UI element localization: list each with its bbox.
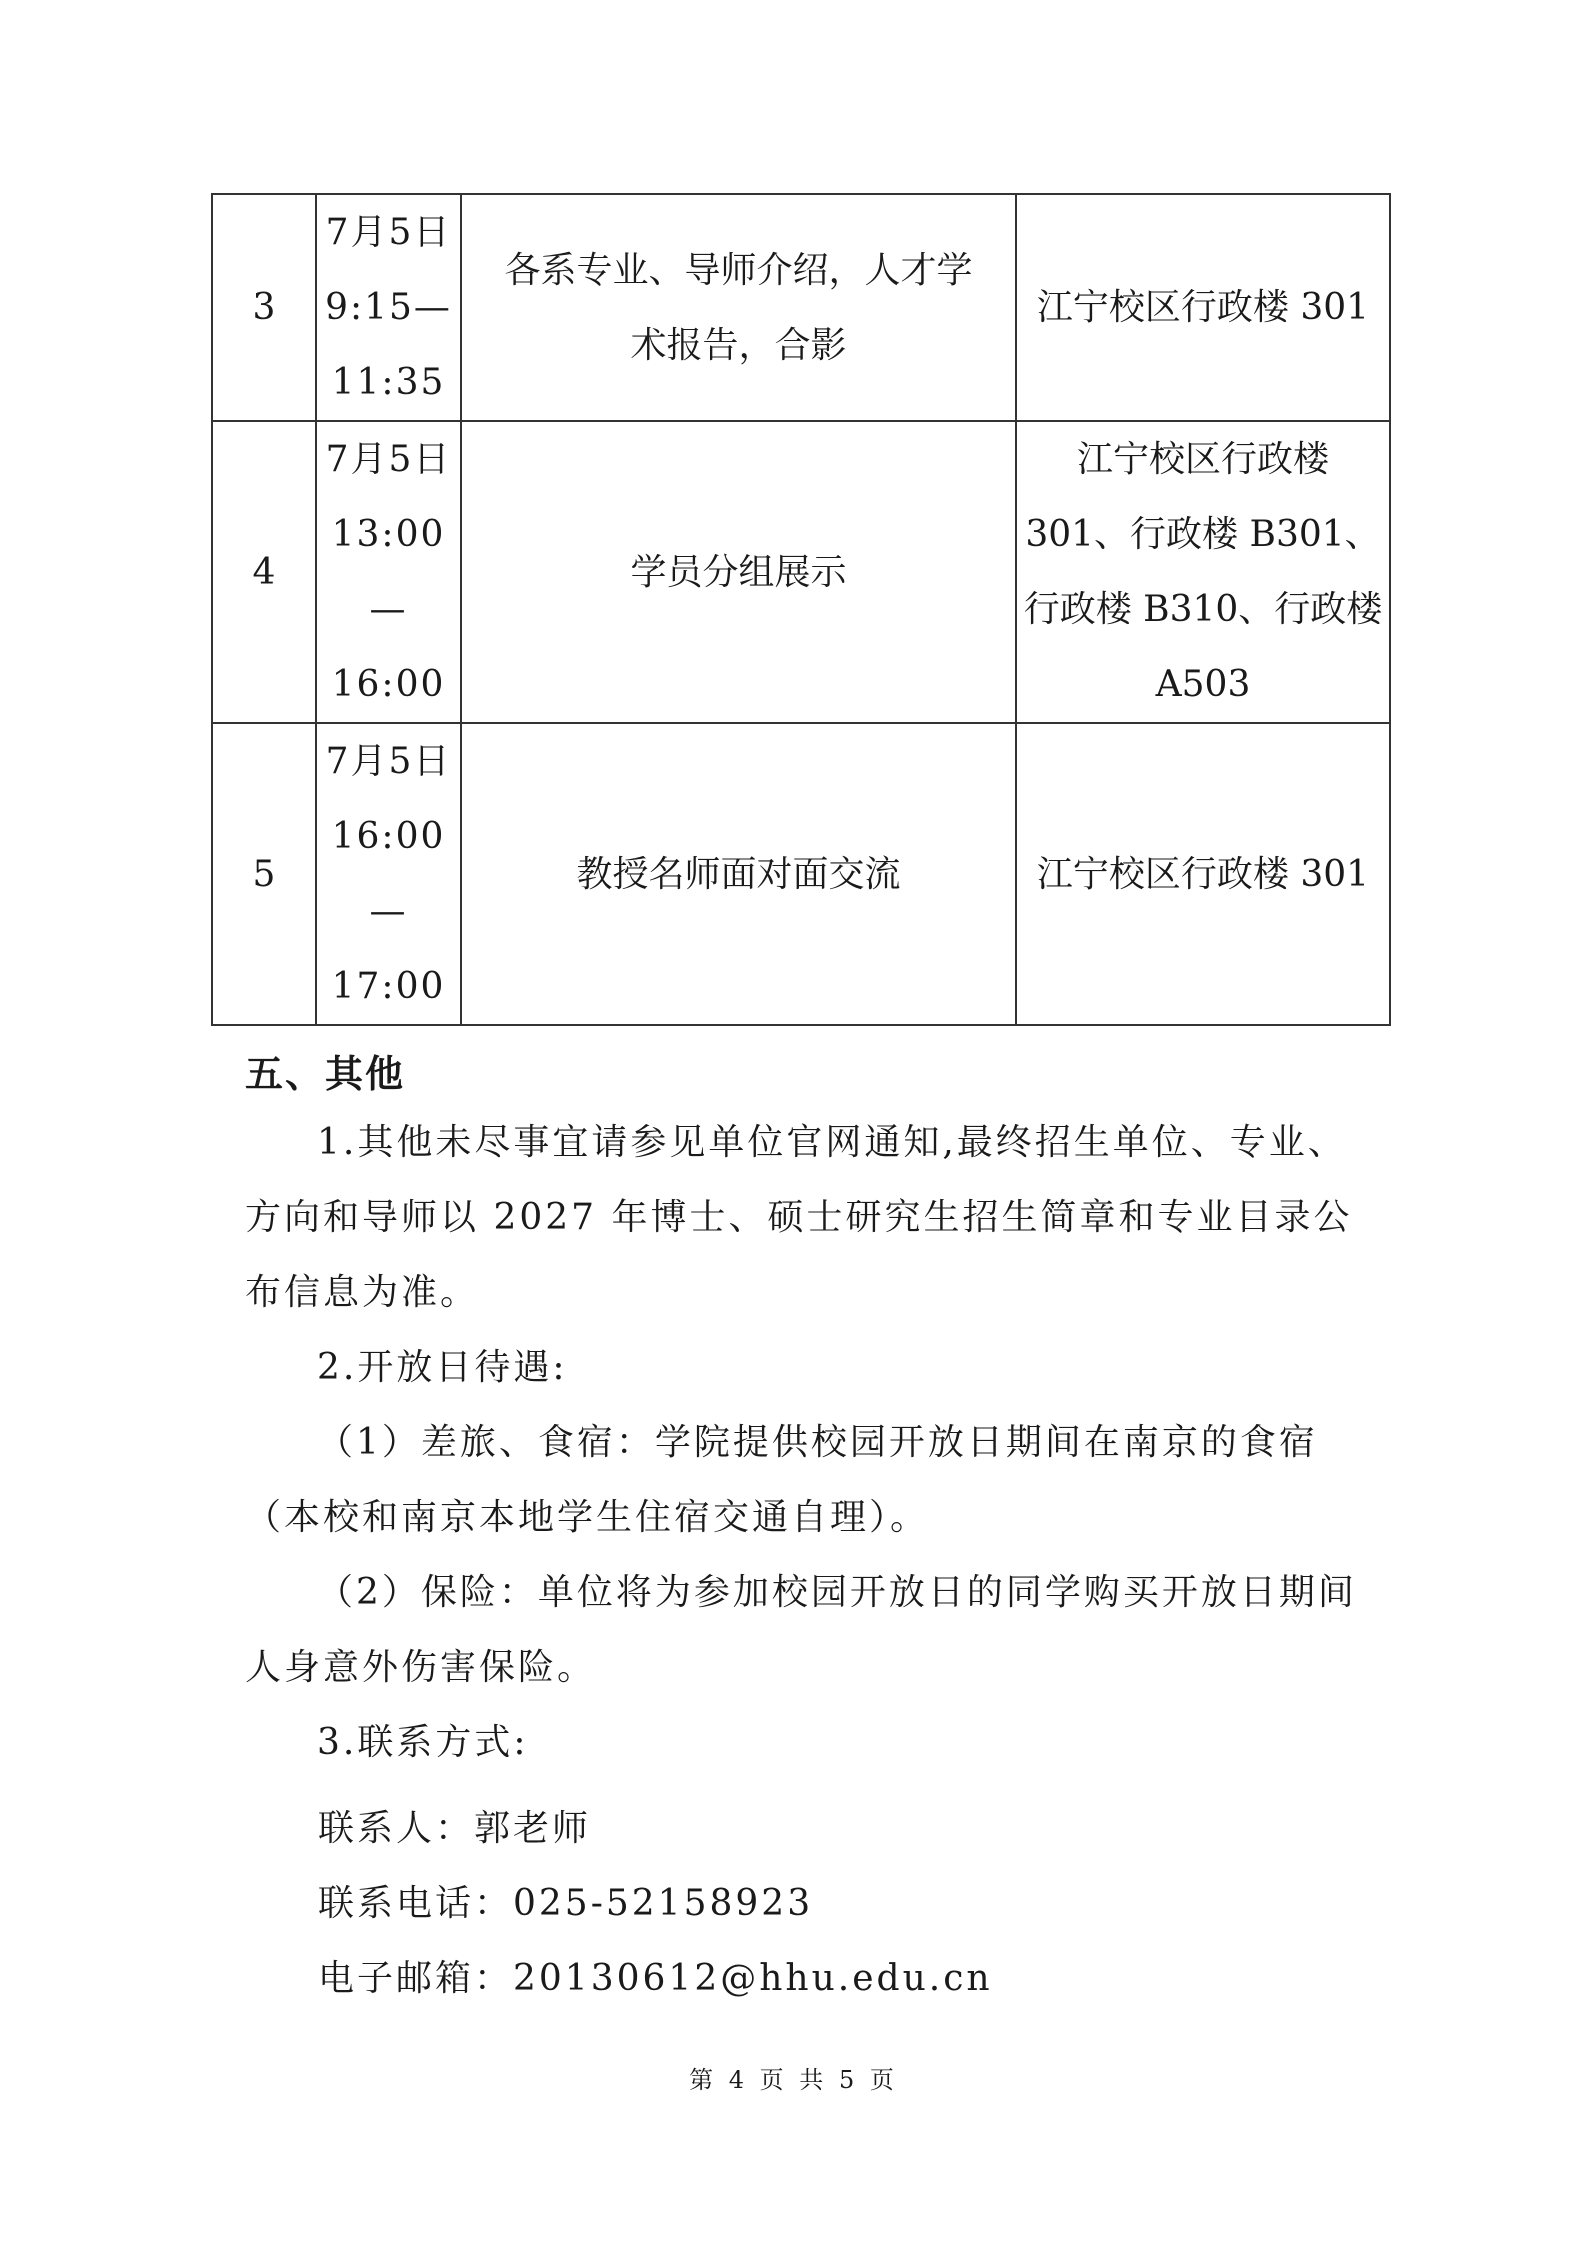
row-time-text: 7月5日 9:15— 11:35 bbox=[325, 212, 452, 403]
paragraph-open-day-benefits: 2.开放日待遇: bbox=[317, 1347, 568, 1388]
row-location-text: 江宁校区行政楼 301 bbox=[1036, 287, 1370, 328]
row-activity bbox=[461, 421, 1016, 723]
row-time-text: 7月5日 13:00 — 16:00 bbox=[325, 439, 452, 705]
contact-person: 联系人：郭老师 bbox=[318, 1808, 592, 1849]
row-activity-text: 学员分组展示 bbox=[630, 551, 847, 593]
row-time-text: 7月5日 16:00 — 17:00 bbox=[325, 741, 452, 1007]
row-time bbox=[316, 194, 461, 421]
contact-email: 电子邮箱：20130612@hhu.edu.cn bbox=[318, 1958, 993, 1999]
table-row bbox=[212, 421, 1390, 723]
row-location bbox=[1016, 723, 1390, 1025]
row-number: 5 bbox=[212, 723, 316, 1025]
paragraph-contact-heading: 3.联系方式: bbox=[317, 1722, 529, 1763]
row-time bbox=[316, 723, 461, 1025]
row-location-text: 江宁校区行政楼 301、行政楼 B301、 行政楼 B310、行政楼 A503 bbox=[1023, 439, 1383, 705]
table-row bbox=[212, 194, 1390, 421]
paragraph-travel-lodging: （1）差旅、食宿：学院提供校园开放日期间在南京的食宿（本校和南京本地学生住宿交通自理）。 bbox=[245, 1422, 1318, 1538]
row-time bbox=[316, 421, 461, 723]
row-location bbox=[1016, 421, 1390, 723]
row-number: 3 bbox=[212, 194, 316, 421]
contact-phone: 联系电话：025-52158923 bbox=[318, 1883, 814, 1924]
section-heading: 五、其他 bbox=[245, 1052, 406, 1096]
row-activity bbox=[461, 723, 1016, 1025]
row-activity-text: 各系专业、导师介绍，人才学 术报告，合影 bbox=[504, 249, 973, 366]
row-activity-text: 教授名师面对面交流 bbox=[576, 853, 901, 895]
row-number: 4 bbox=[212, 421, 316, 723]
row-activity bbox=[461, 194, 1016, 421]
table-row bbox=[212, 723, 1390, 1025]
page-number-footer: 第 4 页 共 5 页 bbox=[689, 2066, 898, 2094]
paragraph-other-matters: 1.其他未尽事宜请参见单位官网通知,最终招生单位、专业、方向和导师以 2027 年博士、硕士研究生招生简章和专业目录公布信息为准。 bbox=[245, 1122, 1353, 1313]
row-location bbox=[1016, 194, 1390, 421]
schedule-table bbox=[211, 193, 1391, 1026]
paragraph-insurance: （2）保险：单位将为参加校园开放日的同学购买开放日期间人身意外伤害保险。 bbox=[245, 1572, 1357, 1688]
row-location-text: 江宁校区行政楼 301 bbox=[1036, 853, 1370, 895]
